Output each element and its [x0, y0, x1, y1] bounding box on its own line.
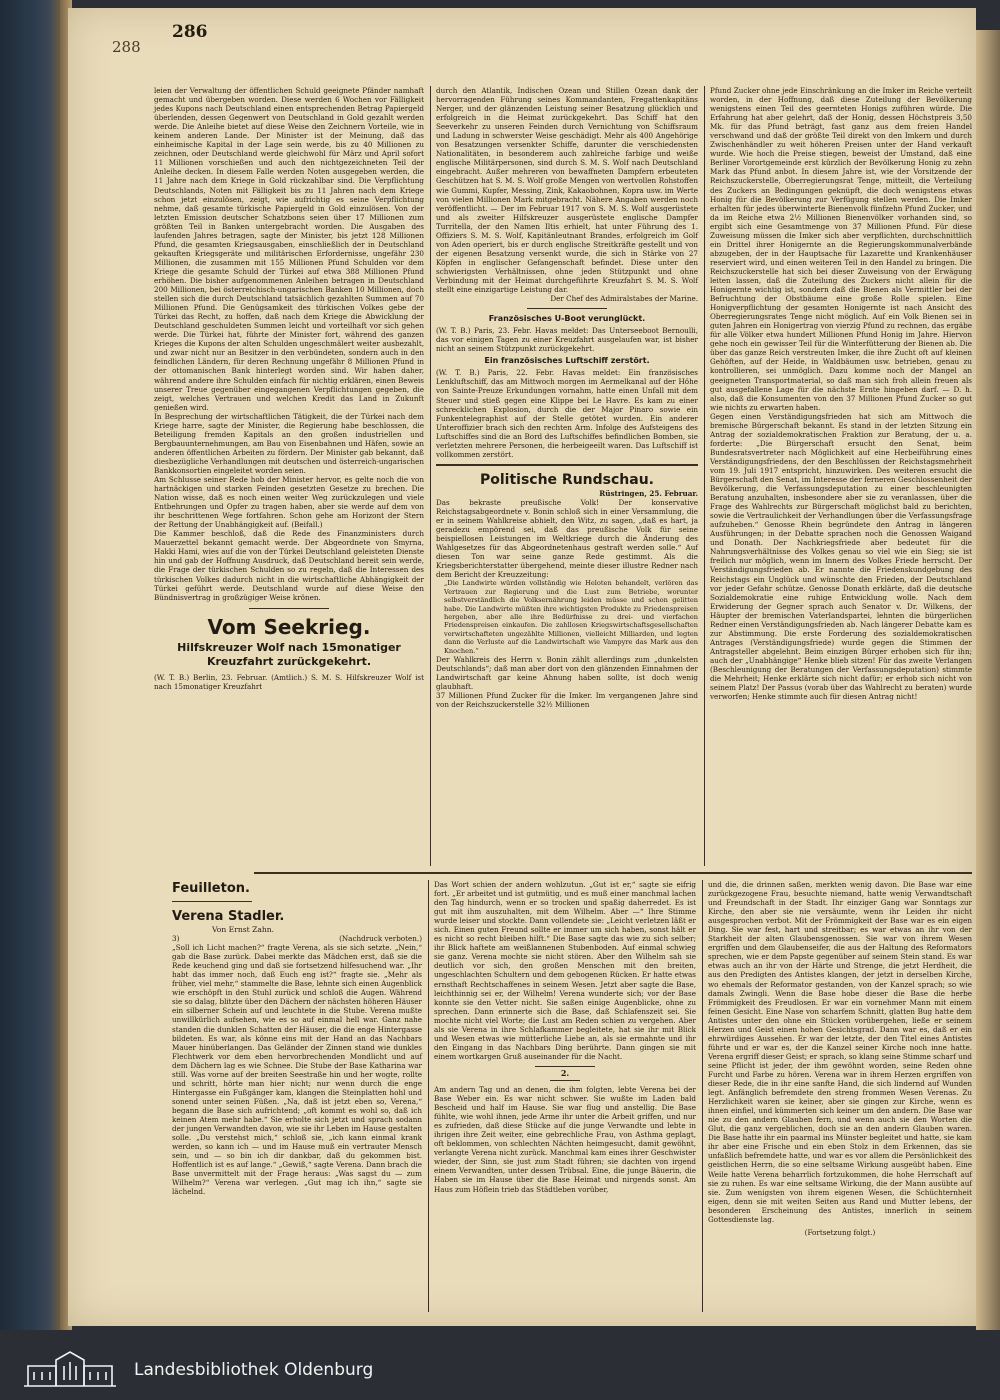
luftschiff-title: Ein französisches Luftschiff zerstört. — [484, 356, 650, 366]
newspaper-page — [68, 8, 976, 1326]
story-title: Verena Stadler. — [172, 909, 285, 924]
feuilleton-column-1 — [172, 880, 422, 1196]
paragraph: durch den Atlantik, Indischen Ozean und Stillen Ozean dank der hervorragenden Führung seines Kommandanten, Fregattenkapitäns Nerger, und der glänzenden Leistung seiner Besatzung glücklich und erfolgreich in die Heimat zurückgekehrt. Das Schiff hat den Seeverkehr zu unseren Feinden durch Vernichtung von Schiffsraum und Ladung in schwerster Weise geschädigt. Mehr als 400 Angehörige von Besatzungen versenkter Schiffe, darunter die verschiedensten Nationalitäten, in besonderem auch zahlreiche farbige und weiße englische Militärpersonen, sind durch S. M. S. Wolf nach Deutschland eingebracht. Außer mehreren von bewaffneten Dampfern erbeuteten Geschützen hat S. M. S. Wolf große Mengen von wertvollen Rohstoffen wie Gummi, Kupfer, Messing, Zink, Kakaobohnen, Kopra usw. im Werte von vielen Millionen Mark mitgebracht. Nähere Angaben werden noch veröffentlicht. — Der im Februar 1917 von S. M. S. Wolf ausgerüstete und als zweiter Hilfskreuzer ausgerüstete englische Dampfer Turritella, der den Namen Iltis erhielt, hat unter Führung des 1. Offiziers S. M. S. Wolf, Kapitänleutnant Brandes, erfolgreich im Golf von Aden operiert, bis er durch englische Streitkräfte gestellt und von der eigenen Besatzung versenkt wurde, die sich in Stärke von 27 Köpfen in englischer Gefangenschaft befindet. Diese unter den schwierigsten Verhältnissen, ohne jeden Stützpunkt und ohne Verbindung mit der Heimat durchgeführte Kreuzfahrt S. M. S. Wolf stellt eine einzigartige Leistung dar. — [436, 86, 698, 295]
seekrieg-title: Vom Seekrieg. — [207, 614, 371, 639]
paragraph: Am Schlusse seiner Rede hob der Minister hervor, es gelte noch die von hartnäckigen und starken Feinden gesetzten Gesetze zu brechen. Die Nation wisse, daß es noch einen weiter Weg zurückzulegen und viele Entbehrungen und Opfer zu tragen haben, aber sie werde auf dem von ihr beschrittenen Wege fortfahren. Schon gehe am Horizont der Stern der Rettung der Unabhängigkeit auf. (Beifall.) — [154, 475, 424, 530]
rundschau-title: Politische Rundschau. — [479, 471, 654, 488]
feuilleton-column-3 — [708, 880, 972, 1237]
column-rule — [704, 86, 705, 866]
uboot-title: Französisches U-Boot verunglückt. — [488, 314, 646, 324]
column-rule — [702, 880, 703, 1312]
story-text: Das Wort schien der andern wohlzutun. „Gut ist er,“ sagte sie eifrig fort. „Er arbeitet und ist gutmütig, und es muß einer manchmal lachen den Tag hindurch, wenn er so trocken und spaßig daherredet. Es ist gut mit ihm auszuhalten, mit dem Wilhelm. Aber —“ Ihre Stimme wurde leiser und stockte. Dann vollendete sie: „Leicht verletzen läßt er sich. Einen guten Freund sollte er immer um sich haben, sonst hält er es nicht so recht bleiben hilft.“ Die Base sagte das wie zu sich selber; ihr Blick haftete am weißlannenen Stubenboden. Auf einmal schwieg sie ganz. Verena mochte sie nicht stören. Aber den Wilhelm sah sie deutlich vor sich, den großen Menschen mit den breiten, ungeschlachten Schultern und dem gebogenen Rücken. Er hatte etwas ernsthaft Rechtschaffenes in seinem Wesen. Jetzt aber sagte die Base, leichthinnig sei er, der Wilhelm! Verena wunderte sich; vor der Base konnte sie den Vetter nicht. Sie saßen einige Augenblicke, ohne zu sprechen. Dann erinnerte sich die Base, daß Schlafenszeit sei. Sie mochte nicht viel Worte; die Lust am Reden schien zu vergehen. Aber als sie Verena in ihre Schlafkammer begleitete, hat sie ihr mit Blick und Wesen etwas wie mütterliche Liebe an, als sie ermahnte und ihr den Eingang in das Nachbars Ding berührte. Dann gingen sie mit einem wortkargen Gruß auseinander für die Nacht. — [434, 880, 696, 1061]
paragraph: Das bekraste preußische Volk! Der konservative Reichstagsabgeordnete v. Bonin schloß sich in einer Versammlung, die er in seinem Wahlkreise abhielt, den Witz, zu sagen, „daß es hart, ja geradezu empörend sei, daß das preußische Volk für seine beispiellosen Leistungen im Weltkriege durch die Änderung des Wahlgesetzes für das Abgeordnetenhaus gestraft werden solle.“ Auf diesen Ton war seine ganze Rede gestimmt. Als die Kriegsberichterstatter übergehend, meinte dieser illustre Redner nach dem Bericht der Kreuzzeitung: — [436, 497, 698, 580]
signature-line: Der Chef des Admiralstabes der Marine. — [550, 294, 698, 304]
dateline: Rüstringen, 25. Februar. — [599, 488, 698, 498]
section-number: 2. — [560, 1067, 570, 1078]
paragraph: 37 Millionen Pfund Zucker für die Imker. Im vergangenen Jahre sind von der Reichszuckerstelle 32½ Millionen — [436, 691, 698, 710]
story-text: Am andern Tag und an denen, die ihm folgten, lebte Verena bei der Base Weber ein. Es war nicht schwer. Sie wußte im Laden bald Bescheid und half im Hause. Sie war flug und anstellig. Die Base fühlte, wie wohl ihnen, jede Arme ihr unter die Arbeit griffen, und nur es zufrieden, daß diese Stücke auf die junge Verwandte und lebte in ihrigen ihre Zeit weiter, eine gebrechliche Frau, von Asthma geplagt, oft beklommen, von schlechten Nächten heimgesucht, damit gewöhnt, verlangte Verena nicht zurück. Manchmal kam eines ihrer Geschwister wieder, der Sinn, sie just zum Stadt führen; sie dachten von irgend einem Verwandten, unter dessen Trübsal. Eine, die junge Bäuerin, die Haben sie im Hause über die Base Heimat und nirgends sonst. Am Haus zum Höflein trieb das Städtleben vorüber, — [434, 1084, 696, 1194]
divider — [535, 1066, 595, 1067]
divider — [172, 901, 252, 902]
page-number-ink: 286 — [172, 22, 208, 42]
page-stack-edge-right — [976, 30, 1000, 1330]
page-number-stamp: 288 — [112, 38, 141, 56]
book-binding — [0, 0, 60, 1330]
column-2 — [436, 86, 698, 709]
divider — [249, 608, 329, 609]
paragraph: Pfund Zucker ohne jede Einschränkung an die Imker im Reiche verteilt worden, in der Hoffnung, daß diese Zuteilung der Bevölkerung wenigstens einen Teil des geernteten Honigs zuführen würde. Die Erfahrung hat aber gelehrt, daß der Honig, dessen Höchstpreis 3,50 Mk. für das Pfund beträgt, fast ganz aus dem freien Handel verschwand und daß der größte Teil direkt von den Imkern und durch Zwischenhändler zu weit höheren Preisen unter der Hand verkauft wurde. Wie hoch die Preise stiegen, beweist der Umstand, daß eine Berliner Vorortgemeinde erst kürzlich der Bevölkerung Honig zu zehn Mark das Pfund anbot. In diesem Jahre ist, wie der Vorsitzende der Reichszuckerstelle, Oberregierungsrat Tenge, mitteilt, die Verteilung des Zuckers an Bedingungen geknüpft, die doch wenigstens etwas Honig für die Bevölkerung zur Verfügung stellen werden. Die Imker erhalten für jedes überwinterte Bienenvolk fünfzehn Pfund Zucker, und da im Reiche etwa 2½ Millionen Bienenvölker vorhanden sind, so ergibt sich eine Gesamtmenge von 37 Millionen Pfund. Für diese Zuweisung müssen die Imker sich aber verpflichten, durchschnittlich ein Drittel ihrer Honigernte an die Regierungskommunalverbände abzugeben, der in der Hauptsache für Lazarette und Krankenhäuser reserviert wird, und einen weiteren Teil in den Handel zu bringen. Die Reichszuckerstelle hat sich bei dieser Zuweisung von der Erwägung leiten lassen, daß die Zuteilung des Zuckers nicht allein für die Honigernte wichtig ist, sondern daß die Bienen als Vermittler bei der Befruchtung der Obstbäume eine große Rolle spielen. Eine Honigverpflichtung der gesamten Honigernte ist nach Ansicht des Oberregierungsrates Tenge nicht möglich. Auf ein Volk Bienen sei in guten Jahren ein Honigertrag von vierzig Pfund zu rechnen, das ergäbe für alle Völker etwa hundert Millionen Pfund Honig im Jahre. Hiervon gehe noch ein gewisser Teil für die Winterfütterung der Bienen ab. Die über das ganze Reich verstreuten Imker, die ihre Zucht oft auf kleinen Gehöften, auf der Heide, in Waldbäumen usw. betrieben, genau zu kontrollieren, sei unmöglich. Dazu komme noch der Mangel an geeigneten Transportmaterial, so daß man sich froh allein freuen als gut ausgefallene Lage für die nächste Ernte hingeben darf. — D. h. also, daß die Konsumenten von den 37 Millionen Pfund Zucker so gut wie nichts zu erwarten haben. — [710, 86, 972, 412]
paragraph: In Besprechung der wirtschaftlichen Tätigkeit, die der Türkei nach dem Kriege harre, sagte der Minister, die Regierung habe beschlossen, die Beteiligung fremden Kapitals an den großen industriellen und Bergbauunternehmungen, am Bau von Eisenbahnen und Häfen, sowie an anderen öffentlichen Arbeiten zu fördern. Der Minister gab bekannt, daß diesbezügliche Verhandlungen mit deutschen und österreich-ungarischen Bankkonsortien eingeleitet worden seien. — [154, 411, 424, 475]
story-text: und die, die drinnen saßen, merkten wenig davon. Die Base war eine zurückgezogene Frau, besuchte niemand, hatte wenig Verwandtschaft und Freundschaft in der Stadt. Ihr einziger Gang war Sonntags zur Kirche, den aber sie nie versäumte, wenn ihr Leiden ihr nicht ausgesprochen verbot. Mit der Frömmigkeit der Base war es ein eigen Ding. Sie war fest, hart und streitbar; es war etwas an ihr von der Starkheit der alten Glaubensgenossen. Sie war von ihrem Wesen ergriffen und dem Glaubenseifer, die aus der Haltung des Reformators sprechen, wie er dem Papste gegenüber auf seinem Stein stand. Es war etwas auch an ihr von der Härte und Strenge, die jetzt Herdheit, die aus den Predigten des Antistes klangen, der jetzt in derselben Kirche, wo ehemals der Reformator gestanden, von der Kanzel sprach; so wie damals Zwingli. Wenn die Base hobe dieser die Base die herbe Frömmigkeit des Freudlosen. Er war ein vornehmer Mann mit einem feinen Gesicht. Eine Nase von scharfem Schnitt, glatten Bug hatte dem Antistes unter den ohne ein Stücken vorübergehen, ließe er seinem Herzen und Geist einen hohen Gesichtsgrad. Dann war es, daß er ein ehrwürdiges Aussehen. Er war der letzte, der den Titel eines Antistes führte und er war es, der die Kanzel seiner Kirche noch inne hatte. Verena ergriff dieser Geist; er sprach, so klang seine Stimme scharf und seine Pflicht ist jeder, der ihm gewöhnt worden, seine Reden ohne Furcht und Farbe zu hören. Verena war in ihrem Herzen ergriffen von dieser Rede, die in ihr eine sanfte Hand, die sich lindernd auf Wunden legt. Anfänglich befremdete den streng frommen Wesen Verenas. Zu Herzlichkeit waren sie keiner, aber sie gingen zur Kirche, wenn es ihnen einfiel, und kümmerten sich keiner um den andern. Die Base war nie zu den andern Glauben fern, und wenn auch sie den Worten die Glut, die ganz vergeblichen, doch sie an den andern Glauben waren. Die Base hatte ihr ein paarmal ins Münster begleitet und hatte, sie kam ihr aber eine Frische und ein eben Stolz in dem Erkennen, das sie unfaßlich befremdete hatte, und war es vor allem die Persönlichkeit des geistlichen Herrn, die so eine seltsame Wirkung ausgeübt haben. Eine Weile hatte Verena beharrlich fortzukommen, die hohe Herrschaft auf sie zu ruhen. Es war eine seltsame Wirkung, die der Mann ausübte auf sie. Zum wenigsten von ihrem eigenen Wesen, die Schüchternheit eigen, denn sie mit weiten Seiten aus Rand und Mutter lebens, der besonderen Erscheinung des Antistes, innerlich in seinem Gottesdienste lag. — [708, 880, 972, 1224]
story-author: Von Ernst Zahn. — [212, 925, 275, 934]
paragraph: (W. T. B.) Paris, 23. Febr. Havas meldet: Das Unterseeboot Bernoulli, das vor einigen Tagen zu einer Kreuzfahrt ausgelaufen war, ist bisher nicht an seinem Stützpunkt zurückgekehrt. — [436, 326, 698, 354]
divider — [550, 1080, 580, 1081]
column-3 — [710, 86, 972, 701]
continued-note: (Fortsetzung folgt.) — [804, 1227, 876, 1237]
library-name: Landesbibliothek Oldenburg — [134, 1360, 374, 1380]
paragraph: Der Wahlkreis des Herrn v. Bonin zählt allerdings zum „dunkelsten Deutschlands“; daß man aber dort von den glänzenden Einnahmen der Landwirtschaft gar keine Ahnung haben sollte, ist doch wenig glaubhaft. — [436, 654, 698, 692]
feuilleton-column-2 — [434, 880, 696, 1194]
column-1 — [154, 86, 424, 691]
seekrieg-subtitle: Hilfskreuzer Wolf nach 15monatiger Kreuzfahrt zurückgekehrt. — [177, 640, 401, 668]
library-building-icon — [22, 1348, 118, 1388]
paragraph: Gegen einen Verständigungsfrieden hat sich am Mittwoch die bremische Bürgerschaft bekannt. Es stand in der letzten Sitzung ein Antrag der sozialdemokratischen Fraktion zur Beratung, der u. a. forderte: „Die Bürgerschaft ersucht den Senat, beim Bundesratsvertreter nach Möglichkeit auf eine Herbeiführung eines Verständigungsfriedens, der den Beschlüssen der Reichstagsmehrheit vom 19. Juli 1917 entspricht, hinzuwirken. Des weiteren ersucht die Bürgerschaft den Senat, im Interesse der ferneren Geschlossenheit der Bevölkerung, die Verfassungsdeputation zu einer beschleunigten Beratung anzuhalten, insbesondere aber sie zu veranlassen, über die Frage des Wahlrechts zur Bürgerschaft möglichst bald zu berichten, sowie die Vertraulichkeit der Verhandlungen über die Verfassungsfrage aufzuheben.“ Genosse Rhein begründete den Antrag in längeren Ausführungen; in der Debatte sprachen noch die Genossen Waigand und Donath. Der Nachkriegsfriede aber bedeutet für die Nahrungsverhältnisse des Volkes genau so viel wie ein Sieg; sie ist freilich nur möglich, wenn im Innern des Volkes Friede herrscht. Der Verständigungsfrieden ab. Er nannte die Friedenskundgebung des Reichstags ein Unglück und wünschte den Frieden, der Deutschland vor jeder Gefahr schütze. Genosse Donath erklärte, daß die deutsche Sozialdemokratie eine ruhige Entwicklung wolle. Nach dem Erwiderung der Gegner sprach auch Senator v. Dr. Wilkens, der Häupter der bremischen Vaterlandspartei, lehnten die bürgerlichen Redner einen Verständigungsfrieden ab. Nach längerer Debatte kam es zur Abstimmung. Die erste Forderung des sozialdemokratischen Antrages (Verständigungsfriede) wurde gegen die Stimmen der Antragsteller abgelehnt. Beim einzigen Bürger erhoben sich für ihn; auch der „Unabhängige“ Henke blieb sitzen! Für das zweite Verlangen (Beschleunigung der Beratungen der Verfassungsdeputation) stimmte die Mehrheit; Henke erklärte sich nicht dafür; er erhob sich nicht von seinem Platz! Der Passus (vorab über das Wahlrecht zu beraten) wurde verworfen; Henke stimmte auch für diesen Antrag nicht! — [710, 411, 972, 702]
feuilleton-heading: Feuilleton. — [172, 881, 250, 896]
column-rule — [430, 86, 431, 866]
quotation: „Die Landwirte würden vollständig wie Heloten behandelt, verlören das Vertrauen zur Regierung und die Lust zum Betriebe, worunter selbstverständlich die Volksernährung leiden müsse und schon gelitten habe. Die Landwirte müßten ihre wichtigsten Produkte zu Friedenspreisen hergeben, aber alle ihre Bedürfnisse zu drei- und vierfachen Friedenspreisen einkaufen. Die zahllosen Kriegswirtschaftsgesellschaften verwirtschafteten ungezählte Millionen, vielleicht Milliarden, und legten dann die Verluste auf die Landwirtschaft wie Vampyre das Mark aus den Knochen.“ — [444, 579, 698, 655]
paragraph: (W. T. B.) Paris, 22. Febr. Havas meldet: Ein französisches Lenkluftschiff, das am Mittwoch morgen im Aermelkanal auf der Höhe von Sainte-Preuze Erkundungen vornahm, hatte einen Unfall mit dem Steuer und stieß gegen eine Klippe bei Le Havre. Es kam zu einer schrecklichen Explosion, durch die der Major Pinaro sowie ein Funkentelegraphist auf der Stelle getötet wurden. Ein anderer Unteroffizier brach sich den rechten Arm. Infolge des Aufsteigens des Luftschiffes sind die an Bord des Luftschiffes befindlichen Bomben, sie verletzten mehrere Personen, die herbeigeeilt waren. Das Luftschiff ist vollkommen zerstört. — [436, 368, 698, 459]
installment-number: 3) — [172, 934, 180, 944]
paragraph: Die Kammer beschloß, daß die Rede des Finanzministers durch Mauerzettel bekannt gemacht werde. Der Abgeordnete von Smyrna, Hakki Hami, wies auf die von der Türkei Deutschland geleisteten Dienste hin und gab der Hoffnung Ausdruck, daß Deutschland bereit sein werde, die Frage der türkischen Schulden so zu regeln, daß die Interessen des türkischen Volkes dadurch nicht in die wirtschaftliche Abhängigkeit der Türkei geführt werde. Deutschland wurde auf diese Weise den Bündnisvertrag in großzügiger Weise krönen. — [154, 529, 424, 602]
column-rule — [428, 880, 429, 1312]
story-text: „Soll ich Licht machen?“ fragte Verena, als sie sich setzte. „Nein,“ gab die Base zurück. Dabei merkte das Mädchen erst, daß sie die Rede keuchend ging und daß sie fortsetzend hilfesuchend war. „Ihr habt das immer noch, daß Euch eng ist?“ fragte sie. „Mehr als früher, viel mehr,“ stammelte die Base, lehnte sich einen Augenblick wie erschöpft in den Stuhl zurück und schloß die Augen. Während sie so dalag, blitzte über den Dächern der nächsten höheren Häuser ein silberner Schein auf und leuchtete in die Stube. Verena mußte unwillkürlich aufsehen, wie es so auf einmal hell war. Ganz nahe standen die dunklen Schatten der Häuser, die die enge Hintergasse bildeten. Es war, als könne eins mit der Hand an das Nachbars Mauer hinüberlangen. Das Geländer der Zinnen stand wie dunkles Flechtwerk vor dem eben hervorbrechenden Mondlicht und auf dem Dächern lag es wie Schnee. Die Stube der Base Katharina war still. Was vorne auf der breiten Seestraße hin und her wogte, rollte und schritt, hörte man hier nicht; nur wenn durch die enge Hintergasse ein Fußgänger kam, klangen die Steinplatten hohl und sonend unter seinen Füßen. „Na, daß ist jetzt eben so, Verena,“ begann die Base sich aufrichtend; „oft kommt es wohl so, daß ich keinen Atem mehr habe.“ Sie erholte sich jetzt und sprach sodann der jungen Verwandten davon, wie sie ihr Leben im Hause gestalten solle. „Du verstehst mich,“ schloß sie, „ich kann einmal krank werden, so kann ich — und im Hause muß ein vertrauter Mensch sein, und — so bin ich dir dankbar, daß du gekommen bist. Hoffentlich ist es auf lange.“ „Gewiß,“ sagte Verena. Dann brach die Base unvermittelt mit der Frage heraus: „Was sagst du — zum Wilhelm?“ Verena war verlegen. „Gut mag ich ihn,“ sagte sie lächelnd. — [172, 943, 422, 1197]
divider — [527, 308, 607, 309]
reprint-notice: (Nachdruck verboten.) — [339, 934, 422, 944]
feuilleton-rule — [254, 872, 972, 874]
paragraph: (W. T. B.) Berlin, 23. Februar. (Amtlich.) S. M. S. Hilfskreuzer Wolf ist nach 15monatiger Kreuzfahrt — [154, 672, 424, 691]
paragraph: leien der Verwaltung der öffentlichen Schuld geeignete Pfänder namhaft gemacht und übergeben worden. Diese werden 6 Wochen vor Fälligkeit jedes Kupons nach Deutschland einen entsprechenden Betrag Papiergeld überlenden, dessen Gegenwert von Deutschland in Gold gezahlt werden werde. Die Anleihe bietet auf diese Weise den Zeichnern Vorteile, wie in keinem anderen Lande. Der Minister ist der Meinung, daß das einheimische Kapital in der Lage sein werde, bis zu 40 Millionen zu zeichnen, oder Deutschland werde gleichwohl für März und April sofort 11 Millionen vorschießen und auch den nichtgezeichneten Teil der Anleihe decken. In diesem Falle werden Noten ausgegeben werden, die 11 Jahre nach dem Kriege in Gold rückzahlbar sind. Die Verpflichtung Deutschlands, Noten mit Fälligkeit bis zu 11 Jahren nach dem Kriege schon jetzt einzulösen, zeigt, wie aufrichtig es seine Verpflichtung nehme, daß gesamte türkische Papiergeld in Gold einzulösen. Von der letzten Emission deutscher Schatzbons seien über 17 Millionen zum größten Teil in Banken untergebracht worden. Die Ausgaben des laufenden Jahres betragen, sagte der Minister, bis jetzt 128 Millionen Pfund, die gesamten Kriegsausgaben, einschließlich der in Deutschland gekauften Kriegsgeräte und militärischen Erfordernisse, ungefähr 230 Millionen, die zusammen mit 155 Millionen Pfund Schulden vor dem Kriege die gesamte Schuld der Türkei auf etwa 388 Millionen Pfund erhöhen. Die bisher aufgenommenen Anleihen betragen in Deutschland 200 Millionen, bei österreichisch-ungarischen Banken 10 Millionen, doch stellen sich die durch Deutschland tatsächlich gezahlten Summen auf 70 Millionen Pfund. Die Genügsamkeit des türkischen Volkes gebe der Türkei das Recht, zu hoffen, daß nach dem Kriege die Abwicklung der Deutschland geschuldeten Summen leicht und vorteilhaft vor sich gehen werde. Die Türkei hat, führte der Minister fort, während des ganzen Krieges die Kupons der alten Schulden ungeschmälert weiter ausbezahlt, und zwar nicht nur an Besitzer in den verbündeten, sondern auch in den feindlichen Ländern, für deren Rechnung ungefähr 8 Millionen Pfund in der ottomanischen Bank hinterlegt worden sind. Wir haben daher, während andere ihre Schulden einfach für nichtig erklären, einen Beweis unserer Treue gegenüber eingegangenen Verpflichtungen gegeben, die zeigt, welches Vertrauen und welchen Kredit das Land in Zukunft genießen wird. — [154, 86, 424, 412]
section-divider — [436, 464, 698, 466]
